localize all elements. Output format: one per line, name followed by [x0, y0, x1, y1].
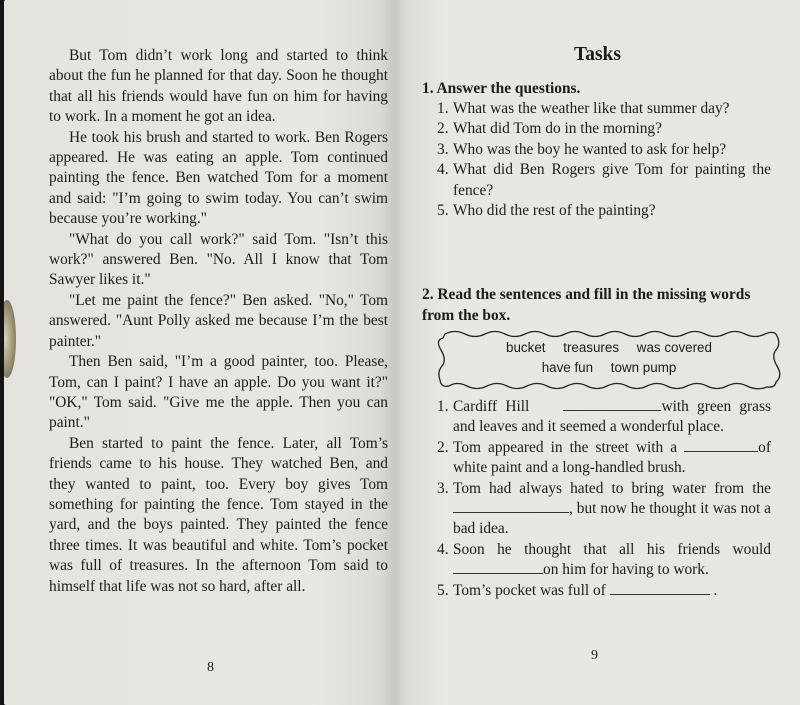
- text-after: with green grass and leaves and it seemed a wonderful place.: [453, 398, 771, 436]
- question-text: Who was the boy he wanted to ask for help?: [453, 140, 727, 158]
- story-paragraph: "What do you call work?" said Tom. "Isn’t this work?" answered Ben. "No. All I know that Tom Sawyer likes it.": [49, 230, 388, 289]
- question-number: 3.: [437, 140, 449, 158]
- page-number: 9: [591, 648, 598, 663]
- story-paragraph: Then Ben said, "I’m a good painter, too. Please, Tom, can I paint? I have an apple. Do you want it?" "OK," Tom said. "Give me the apple. Then you can paint.": [49, 353, 388, 432]
- question-item: [437, 140, 771, 160]
- fill-in-item: [437, 397, 771, 438]
- section1-heading: 1. Answer the questions.: [422, 80, 581, 97]
- question-number: 1.: [437, 100, 449, 117]
- word-row-2: [435, 360, 783, 375]
- answer-blank: [453, 500, 569, 513]
- binding-ring: [4, 300, 16, 378]
- answer-blank: [684, 439, 758, 452]
- question-number: 4.: [437, 161, 449, 179]
- answer-blank: [610, 582, 710, 595]
- item-number: 1.: [437, 398, 449, 415]
- text-after: , but now he thought it was not a bad idea.: [453, 500, 771, 538]
- word-box: [435, 328, 783, 392]
- text-before: Tom’s pocket was full of: [453, 581, 610, 599]
- box-word: bucket: [506, 340, 546, 355]
- answer-blank: [453, 561, 543, 574]
- item-number: 5.: [437, 581, 449, 599]
- question-text: What did Ben Rogers give Tom for painting the fence?: [453, 161, 771, 199]
- question-item: [437, 99, 771, 119]
- story-paragraph: But Tom didn’t work long and started to think about the fun he planned for that day. Soon he thought that all his friends would have fun on him for having to work. In a moment he got an idea.: [49, 47, 388, 126]
- story-text: [49, 46, 388, 597]
- tasks-title: Tasks: [574, 44, 621, 65]
- story-paragraph: "Let me paint the fence?" Ben asked. "No," Tom answered. "Aunt Polly asked me because I’m the best painter.": [49, 291, 388, 350]
- question-text: Who did the rest of the painting?: [453, 202, 656, 220]
- item-number: 4.: [437, 540, 449, 558]
- right-page: [395, 0, 800, 705]
- text-after: .: [709, 581, 718, 599]
- question-text: What was the weather like that summer day?: [453, 100, 730, 117]
- answer-blank: [563, 398, 661, 411]
- fill-in-list: [437, 397, 771, 601]
- text-before: Tom had always hated to bring water from the: [453, 479, 771, 497]
- box-word: treasures: [563, 340, 620, 355]
- left-page: [4, 0, 395, 705]
- text-before: Cardiff Hill: [453, 398, 538, 415]
- question-item: [437, 160, 771, 201]
- text-before: Soon he thought that all his friends would: [453, 540, 771, 558]
- text-after: on him for having to work.: [543, 561, 709, 579]
- text-before: Tom appeared in the street with a: [453, 438, 685, 456]
- question-text: What did Tom do in the morning?: [453, 120, 662, 138]
- box-word: have fun: [541, 360, 594, 375]
- box-word: town pump: [610, 360, 677, 375]
- story-paragraph: Ben started to paint the fence. Later, all Tom’s friends came to his house. They watched Ben, and they wanted to paint, too. Every boy gives Tom something for painting the fence. Tom stayed in the yard, and the boys painted. They painted the fence three times. It was beautiful and white. Tom’s pocket was full of treasures. In the afternoon Tom said to himself that life was not so hard, after all.: [49, 434, 388, 595]
- fill-in-item: [437, 438, 771, 479]
- question-item: [437, 201, 771, 221]
- question-number: 2.: [437, 120, 449, 138]
- word-row-1: [435, 340, 783, 355]
- text-after: of white paint and a long-handled brush.: [453, 438, 771, 477]
- fill-in-item: [437, 540, 771, 581]
- page-number: 8: [207, 660, 214, 675]
- questions-list: [437, 99, 771, 221]
- item-number: 2.: [437, 438, 449, 456]
- box-word: was covered: [636, 340, 712, 355]
- fill-in-item: [437, 479, 771, 540]
- question-number: 5.: [437, 202, 449, 220]
- section2-heading: 2. Read the sentences and fill in the missing words from the box.: [422, 286, 751, 324]
- question-item: [437, 119, 771, 139]
- fill-in-item: [437, 581, 771, 601]
- story-paragraph: He took his brush and started to work. Ben Rogers appeared. He was eating an apple. Tom continued painting the fence. Ben watched Tom for a moment and said: "I’m going to swim today. You can’t swim because you’re working.": [49, 128, 388, 228]
- item-number: 3.: [437, 479, 449, 497]
